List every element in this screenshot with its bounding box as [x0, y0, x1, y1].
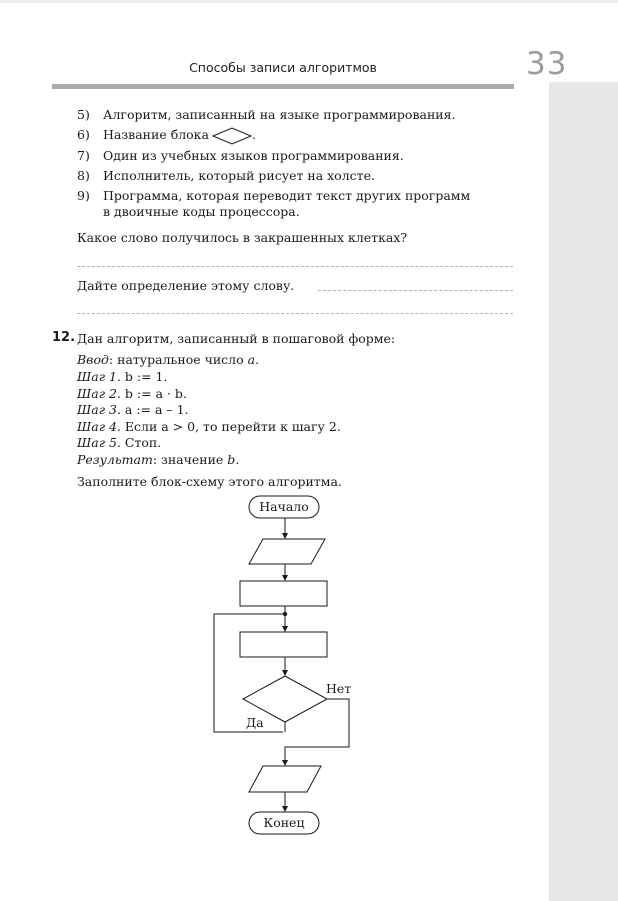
step-expr: b := 1. [120, 369, 168, 384]
start-label: Начало [259, 499, 309, 514]
process-block-1[interactable] [240, 581, 327, 606]
no-label: Нет [326, 681, 352, 696]
page-number: 33 [526, 46, 568, 82]
task-intro: Дан алгоритм, записанный в пошаговой форме: [77, 331, 396, 346]
result-label: Результат [77, 452, 153, 467]
input-label: Ввод [77, 352, 109, 367]
input-end: . [255, 352, 260, 367]
step-expr: Стоп. [120, 435, 162, 450]
no-branch-line [285, 699, 349, 763]
item-number: 5) [77, 107, 90, 122]
item-text: Программа, которая переводит текст других программ [103, 188, 471, 203]
step-expr: b := a · b. [120, 386, 187, 401]
result-end: . [235, 452, 240, 467]
end-label: Конец [263, 815, 305, 830]
step-label: Шаг 2. [77, 386, 121, 401]
item-text: Один из учебных языков программирования. [103, 148, 404, 163]
item-number: 8) [77, 168, 90, 183]
input-var: a [247, 352, 256, 367]
task-number: 12. [52, 330, 76, 345]
step-expr: Если a > 0, то перейти к шагу 2. [120, 419, 341, 434]
step-label: Шаг 3. [77, 402, 121, 417]
item-number: 7) [77, 148, 90, 163]
step-label: Шаг 1. [77, 369, 121, 384]
running-header: Способы записи алгоритмов [189, 60, 377, 75]
output-block[interactable] [249, 766, 321, 792]
question-text: Какое слово получилось в закрашенных клетках? [77, 230, 408, 245]
item-text: Название блока [103, 127, 209, 142]
item-suffix: . [251, 127, 256, 142]
question-text: Дайте определение этому слову. [77, 278, 295, 293]
step-label: Шаг 5. [77, 435, 121, 450]
process-block-2[interactable] [240, 632, 327, 657]
item-number: 9) [77, 188, 90, 203]
yes-label: Да [246, 715, 264, 730]
step-expr: a := a – 1. [120, 402, 189, 417]
task-instruction: Заполните блок-схему этого алгоритма. [77, 474, 342, 489]
result-var: b [227, 452, 236, 467]
item-text: Алгоритм, записанный на языке программирования. [103, 107, 456, 122]
item-text-continuation: в двоичные коды процессора. [103, 204, 300, 219]
junction-dot [283, 612, 287, 616]
input-text: : натуральное число [108, 352, 248, 367]
input-block[interactable] [249, 539, 325, 564]
result-text: : значение [152, 452, 228, 467]
item-number: 6) [77, 127, 90, 142]
item-text: Исполнитель, который рисует на холсте. [103, 168, 375, 183]
step-label: Шаг 4. [77, 419, 121, 434]
